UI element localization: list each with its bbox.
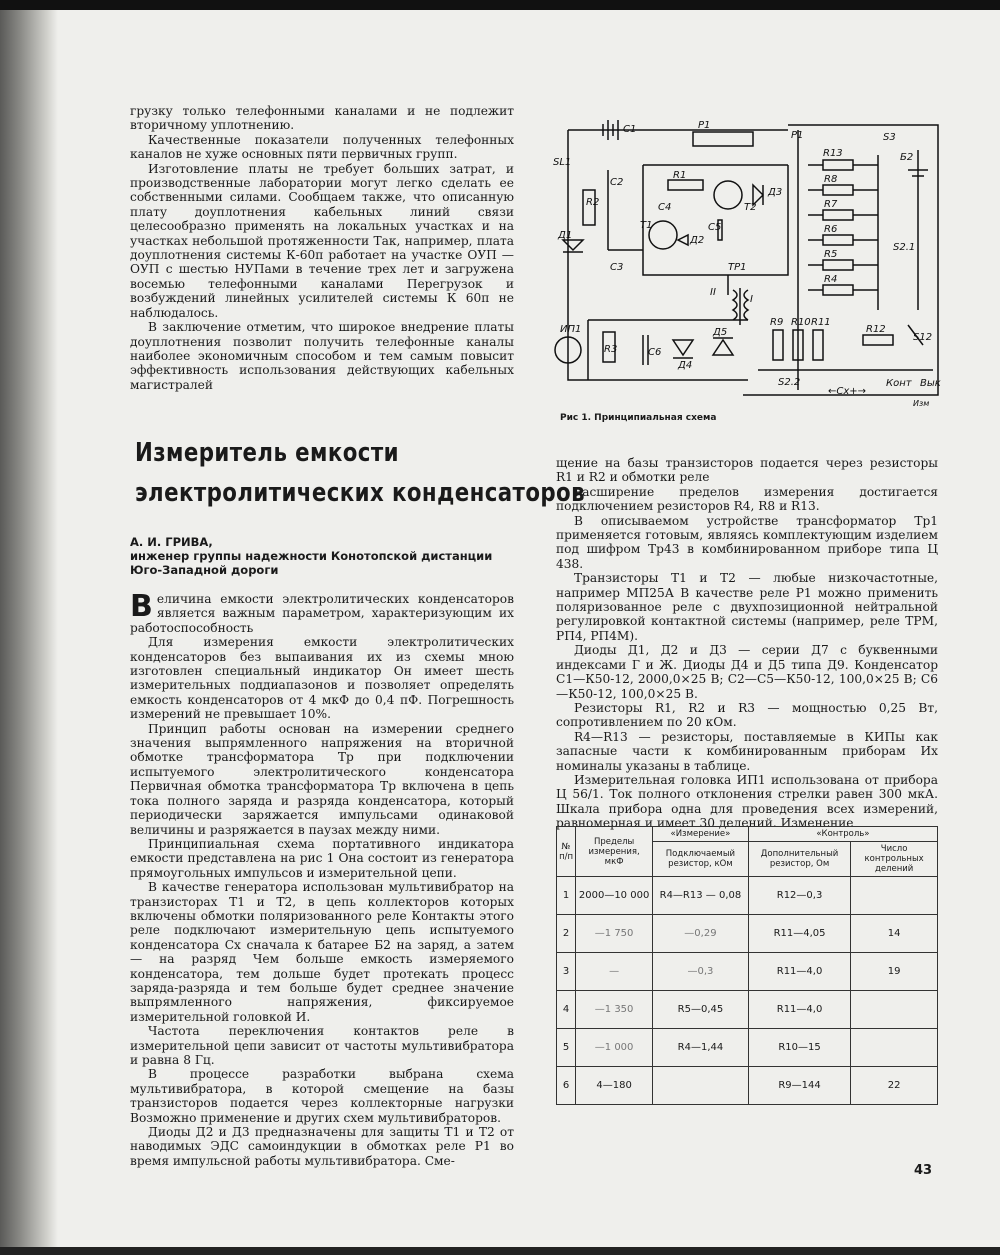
body-paragraph: Резисторы R1, R2 и R3 — мощностью 0,25 Вт, сопротивлением по 20 кОм. [556, 700, 938, 730]
header-count: Число контрольных делений [851, 842, 938, 877]
label-d3: Д3 [768, 187, 783, 198]
body-paragraph: В качестве генератора использован мультивибратор на транзисторах Т1 и Т2, в цепь коллекторов которых включены обмотки поляризованного реле Контакты этого реле подключают измерительную цепь испытуемого конденсатора Cx сначала к батарее Б2 на заряд, а затем — на разряд Чем больше емкость измеряемого конденсатора, тем дольше будет протекать процесс заряда-разряда и тем больше будет среднее значение выпрямленного напряжения, фиксируемое измерительной головкой И. [130, 880, 514, 1024]
label-c5: С5 [708, 222, 722, 233]
header-add: Дополнительный резистор, Ом [748, 842, 850, 877]
resistor-table [556, 826, 938, 1105]
author-name: А. И. ГРИВА, [130, 535, 213, 549]
prev-paragraph: В заключение отметим, что широкое внедрение платы доуплотнения позволит получить телефонные каналы наиболее экономичным способом и тем самым повысит эффективность использования действующих кабельных магистралей [130, 320, 514, 392]
body-paragraph: Расширение пределов измерения достигается подключением резисторов R4, R8 и R13. [556, 484, 938, 514]
header-num: № п/п [557, 827, 576, 877]
label-p1: Р1 [698, 120, 711, 131]
first-paragraph: Величина емкости электролитических конденсаторов является важным параметром, характеризующим их работоспособность [130, 589, 514, 635]
table-row: 6 4—180 R9—144 22 [557, 1067, 938, 1105]
table-row: 1 2000—10 000 R4—R13 — 0,08 R12—0,3 [557, 877, 938, 915]
body-paragraph: Диоды Д2 и Д3 предназначены для защиты Т1 и Т2 от наводимых ЭДС самоиндукции в обмотках реле Р1 во время импульсной работы мультивибратора. Сме- [130, 1125, 514, 1168]
header-control: «Контроль» [748, 827, 937, 842]
label-r9: R9 [770, 317, 784, 328]
label-s12: S12 [913, 332, 933, 343]
label-c2: С2 [610, 177, 624, 188]
body-paragraph: Диоды Д1, Д2 и Д3 — серии Д7 с буквенными индексами Г и Ж. Диоды Д4 и Д5 типа Д9. Конденсатор С1—К50-12, 2000,0×25 В; С2—С5—К50-12, 100,0×25 В; С6—К50-12, 100,0×25 В. [556, 643, 938, 701]
body-paragraph: Частота переключения контактов реле в измерительной цепи зависит от частоты мультивибратора и равна 8 Гц. [130, 1024, 514, 1067]
article-title-line1: Измеритель емкости [135, 438, 399, 468]
label-r12: R12 [866, 324, 886, 335]
table-row: 5 —1 000 R4—1,44 R10—15 [557, 1029, 938, 1067]
label-d5: Д5 [713, 327, 728, 338]
dropcap: В [130, 589, 153, 624]
label-r3: R3 [604, 344, 618, 355]
label-d4: Д4 [678, 360, 693, 371]
label-c1: С1 [623, 124, 637, 135]
body-paragraph: В процессе разработки выбрана схема мультивибратора, в которой смещение на базы транзисторов подается через коллекторные нагрузки Возможно применение и других схем мультивибраторов. [130, 1067, 514, 1125]
label-r10: R10 [791, 317, 811, 328]
body-paragraph: Принципиальная схема портативного индикатора емкости представлена на рис 1 Она состоит из генератора прямоугольных импульсов и измерительной цепи. [130, 836, 514, 880]
label-w1: I [750, 294, 753, 305]
page-binding-shadow [0, 0, 58, 1255]
label-r6: R6 [824, 224, 838, 235]
figure-caption: Рис 1. Принципиальная схема [560, 413, 717, 423]
label-c4: С4 [658, 202, 672, 213]
label-c6: С6 [648, 347, 662, 358]
author-block [130, 535, 520, 577]
label-cx: ←Cx+→ [828, 386, 867, 397]
body-paragraph: Измерительная головка ИП1 использована от прибора Ц 56/1. Ток полного отклонения стрелки равен 300 мкА. Шкала прибора одна для проведения всех измерений, равномерная и имеет 30 делений. Изменение [556, 772, 938, 831]
body-paragraph: В описываемом устройстве трансформатор Тр1 применяется готовым, являясь комплектующим изделием под шифром Тр43 в комбинированном приборе типа Ц 438. [556, 513, 938, 571]
label-vyk: Вык [920, 378, 941, 389]
label-p1b: Р1 [791, 130, 804, 141]
label-d2: Д2 [690, 235, 705, 246]
label-r4: R4 [824, 274, 838, 285]
label-w2: II [710, 287, 716, 298]
prev-paragraph: Изготовление платы не требует больших затрат, и производственные лаборатории могут легко сделать ее собственными силами. Сообщаем также, что описанную плату доуплотнения кабельных линий связи целесообразно применять на локальных участках и на участках небольшой протяженности Так, например, плата доуплотнения системы К-60п работает на участке ОУП — ОУП с шестью НУПами в течение трех лет и загружена восемью телефонными каналами Перегрузок и возбуждений линейных усилителей системы К 60п не наблюдалось. [130, 161, 514, 320]
article-body-left [130, 589, 514, 1168]
label-t1: Т1 [640, 220, 653, 231]
label-c3: С3 [610, 262, 624, 273]
body-paragraph: Принцип работы основан на измерении среднего значения выпрямленного напряжения на вторичной обмотке трансформатора Тр при подключении испытуемого электролитического конденсатора Первичная обмотка трансформатора Тр включена в цепь тока полного заряда и разряда конденсатора, который периодически заряжается импульсами одинаковой величины и разряжается в паузах между ними. [130, 721, 514, 837]
body-paragraph: Транзисторы Т1 и Т2 — любые низкочастотные, например МП25А В качестве реле Р1 можно применить поляризованное реле с двухпозиционной нейтральной регулировкой контактной системы (например, реле ТРМ, РП4, РП4М). [556, 571, 938, 643]
bottom-edge [0, 1247, 1000, 1255]
header-shunt: Подключаемый резистор, кОм [653, 842, 749, 877]
prev-paragraph: Качественные показатели полученных телефонных каналов не хуже основных пяти первичных групп. [130, 132, 514, 162]
body-paragraph: Для измерения емкости электролитических конденсаторов без выпаивания их из схемы мною изготовлен специальный индикатор Он имеет шесть измерительных поддиапазонов и позволяет определять емкость конденсаторов от 4 мкФ до 0,4 пФ. Погрешность измерений не превышает 10%. [130, 635, 514, 722]
label-r2: R2 [586, 197, 600, 208]
label-ip1: ИП1 [560, 324, 582, 335]
header-range: Пределы измерения, мкФ [576, 827, 653, 877]
prev-paragraph: грузку только телефонными каналами и не подлежит вторичному уплотнению. [130, 104, 514, 133]
table-row: 4 —1 350 R5—0,45 R11—4,0 [557, 991, 938, 1029]
label-kont: Конт [886, 378, 912, 389]
label-d1: Д1 [558, 230, 573, 241]
body-paragraph: R4—R13 — резисторы, поставляемые в КИПы как запасные части к комбинированным приборам Их номиналы указаны в таблице. [556, 729, 938, 773]
label-s3: S3 [883, 132, 896, 143]
label-sl1: SL1 [553, 157, 572, 168]
label-r7: R7 [824, 199, 838, 210]
label-izm: Изм [913, 399, 930, 408]
label-r1: R1 [673, 170, 687, 181]
previous-article-text [130, 104, 514, 392]
label-r8: R8 [824, 174, 838, 185]
table-row: 2 —1 750 —0,29 R11—4,05 14 [557, 915, 938, 953]
label-r11: R11 [811, 317, 831, 328]
page-number: 43 [914, 1163, 933, 1178]
body-paragraph: щение на базы транзисторов подается через резисторы R1 и R2 и обмотки реле [556, 456, 938, 485]
label-s22: S2.2 [778, 377, 801, 388]
circuit-schematic [548, 110, 948, 410]
article-body-right [556, 456, 938, 831]
article-title-line2: электролитических конденсаторов [135, 478, 586, 508]
label-t2: Т2 [744, 202, 757, 213]
label-s21: S2.1 [893, 242, 916, 253]
author-role: инженер группы надежности Конотопской дистанции Юго-Западной дороги [130, 549, 493, 577]
label-r5: R5 [824, 249, 838, 260]
header-measure: «Измерение» [653, 827, 749, 842]
label-tr1: ТР1 [728, 262, 747, 273]
top-edge [0, 0, 1000, 10]
label-b2: Б2 [900, 152, 914, 163]
table-row: 3 — —0,3 R11—4,0 19 [557, 953, 938, 991]
label-r13: R13 [823, 148, 843, 159]
